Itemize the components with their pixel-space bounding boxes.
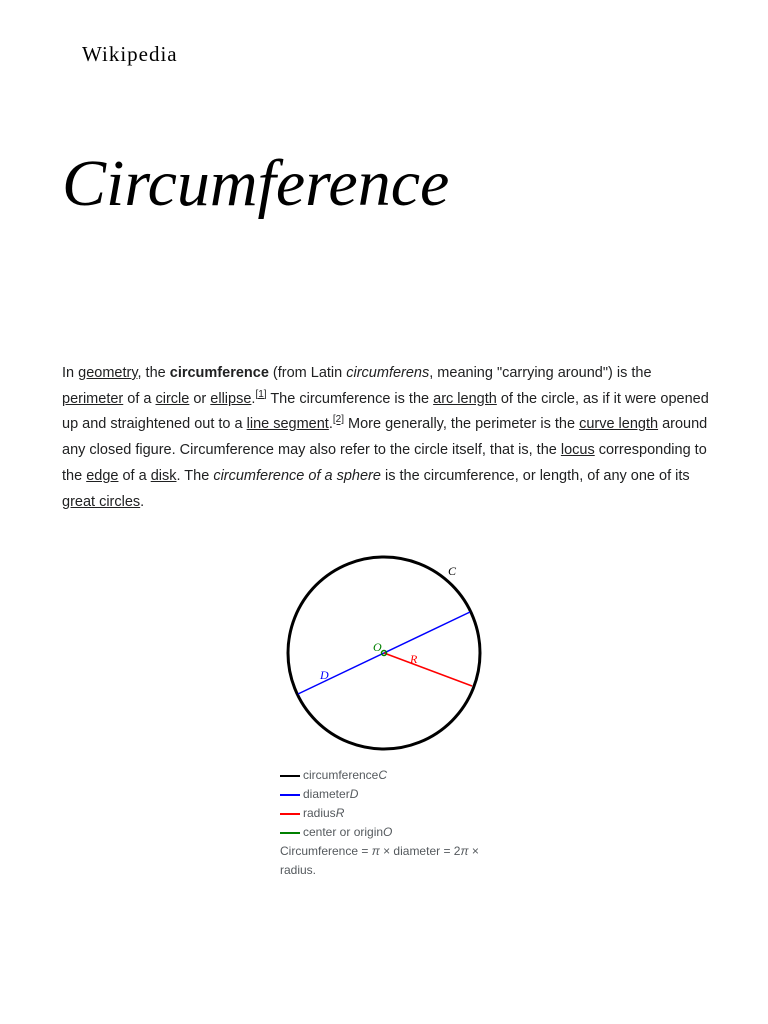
text: . xyxy=(328,416,333,433)
legend-swatch-center xyxy=(280,832,300,834)
text: of the circle, as if it were opened up and straightened out to a xyxy=(62,390,709,433)
legend-label: radius xyxy=(303,806,336,820)
text: . The xyxy=(176,467,214,484)
link-edge[interactable]: edge xyxy=(86,467,119,484)
link-great-circles[interactable]: great circles xyxy=(62,493,141,510)
reference-link-2[interactable]: [2] xyxy=(332,414,344,426)
legend-variable: R xyxy=(335,806,345,820)
link-ellipse[interactable]: ellipse xyxy=(210,390,252,407)
text: corresponding to the xyxy=(62,442,707,484)
text: of a xyxy=(118,467,151,484)
text: In xyxy=(62,365,79,381)
text: , meaning "carrying around") is the xyxy=(429,365,652,381)
link-circle[interactable]: circle xyxy=(155,390,190,407)
link-line-segment[interactable]: line segment xyxy=(246,416,329,433)
radius-line xyxy=(384,653,472,686)
formula-part: × radius. xyxy=(280,844,479,877)
reference-link-1[interactable]: [1] xyxy=(255,388,267,400)
center-label: O xyxy=(373,640,382,654)
text: The circumference is the xyxy=(266,390,434,407)
legend-swatch-circumference xyxy=(280,775,300,777)
diameter-label: D xyxy=(320,668,329,682)
figure-caption xyxy=(280,766,500,880)
text: (from Latin xyxy=(268,365,347,381)
legend-item-circumference xyxy=(280,766,500,785)
reference-2 xyxy=(333,415,344,426)
text: More generally, the perimeter is the xyxy=(344,416,580,433)
text: , the xyxy=(137,365,170,381)
link-curve-length[interactable]: curve length xyxy=(579,416,659,433)
italic-sphere: circumference of a sphere xyxy=(213,467,381,484)
text: or xyxy=(189,390,211,407)
wikipedia-wordmark[interactable]: Wikipedia xyxy=(82,42,178,66)
legend-swatch-diameter xyxy=(280,794,300,796)
formula-part: × diameter = 2 xyxy=(379,844,461,858)
pi-symbol: π xyxy=(460,844,469,858)
text: around any closed figure. Circumference may also refer to the circle itself, that is, the xyxy=(62,416,708,459)
link-perimeter[interactable]: perimeter xyxy=(62,390,124,407)
link-arc-length[interactable]: arc length xyxy=(433,390,497,407)
legend-label: center or origin xyxy=(303,825,384,839)
page-title: Circumference xyxy=(62,147,450,220)
text: is the circumference, or length, of any one of its xyxy=(380,467,690,484)
pi-symbol: π xyxy=(371,844,380,858)
link-locus[interactable]: locus xyxy=(560,442,595,459)
legend-item-center xyxy=(280,823,500,842)
circumference-label: C xyxy=(448,564,457,578)
legend-variable: D xyxy=(349,787,359,801)
formula-part: Circumference = xyxy=(280,844,372,858)
bold-term: circumference xyxy=(169,365,269,381)
legend-item-diameter xyxy=(280,785,500,804)
legend-variable: O xyxy=(383,825,393,839)
radius-label: R xyxy=(410,652,418,666)
legend-label: diameter xyxy=(303,787,350,801)
legend-item-radius xyxy=(280,804,500,823)
legend-swatch-radius xyxy=(280,813,300,815)
text: . xyxy=(140,493,145,510)
circle-diagram[interactable] xyxy=(270,548,490,763)
formula-text xyxy=(280,842,500,880)
legend-variable: C xyxy=(378,768,388,782)
text: . xyxy=(251,390,256,407)
link-geometry[interactable]: geometry xyxy=(78,365,138,381)
text: of a xyxy=(123,390,156,407)
lead-paragraph xyxy=(62,361,712,515)
legend-label: circumference xyxy=(303,768,379,782)
italic-latin: circumferens xyxy=(346,365,430,381)
reference-1 xyxy=(255,389,266,400)
link-disk[interactable]: disk xyxy=(150,467,177,484)
